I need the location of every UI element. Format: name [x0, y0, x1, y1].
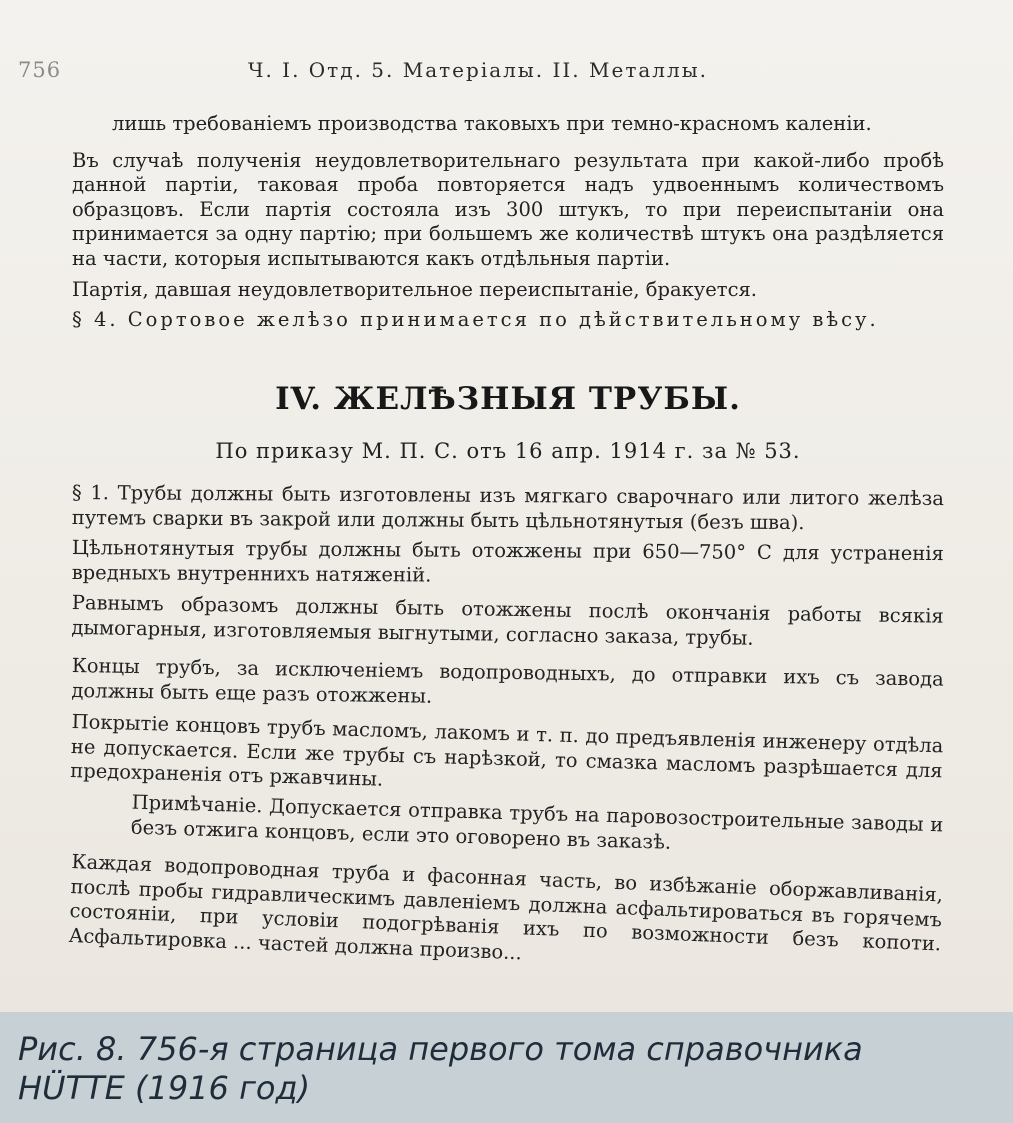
- paragraph-retest: Въ случаѣ полученія неудовлетворительнаго результата при какой-либо пробѣ данной партіи, таковая проба повторяется надъ удвоеннымъ количествомъ образцовъ. Если партія состояла изъ 300 штукъ, то при переиспытаніи она принимается за одну партію; при большемъ же количествѣ штукъ она раздѣляется на части, которыя испытываются какъ отдѣльныя партіи.: [72, 148, 944, 270]
- paragraph-pipe-ends: Концы трубъ, за исключеніемъ водопроводныхъ, до отправки ихъ съ завода должны быть еще разъ отожжены.: [71, 654, 944, 708]
- section-title: IV. ЖЕЛѢЗНЫЯ ТРУБЫ.: [275, 380, 741, 417]
- paragraph-rejection: Партія, давшая неудовлетворительное переиспытаніе, бракуется.: [72, 277, 757, 301]
- paragraph-pipes-material: § 1. Трубы должны быть изготовлены изъ мягкаго сварочнаго или литого желѣза путемъ сварки въ закрой или должны быть цѣльнотянутыя (безъ шва).: [71, 480, 944, 534]
- page-body: [68, 112, 944, 965]
- paragraph-smoke-tubes: Равнымъ образомъ должны быть отожжены послѣ окончанія работы всякія дымогарныя, изготовляемыя выгнутыми, согласно заказа, трубы.: [71, 591, 944, 650]
- section-order: По приказу М. П. С. отъ 16 апр. 1914 г. за № 53.: [215, 438, 801, 463]
- figure-caption-bar: [0, 1012, 1013, 1123]
- running-head: Ч. I. Отд. 5. Матеріалы. II. Металлы.: [248, 58, 708, 82]
- paragraph-water-pipes: Каждая водопроводная труба и фасонная часть, во избѣжаніе оборжавливанія, послѣ пробы гидравлическимъ давленіемъ должна асфальтироваться въ горячемъ состояніи, при условіи подогрѣванія ихъ по возможности безъ копоти. Асфальтировка ... частей должна произво...: [68, 850, 944, 965]
- paragraph-note: Примѣчаніе. Допускается отправка трубъ на паровозостроительные заводы и безъ отжига концовъ, если это оговорено въ заказѣ.: [130, 790, 944, 854]
- paragraph-oil-coating: Покрытіе концовъ трубъ масломъ, лакомъ и т. п. до предъявленія инженеру отдѣла не допускается. Если же трубы съ нарѣзкой, то смазка масломъ разрѣшается для предохраненія отъ ржавчины.: [69, 709, 944, 791]
- paragraph-continuation: лишь требованіемъ производства таковыхъ при темно-красномъ каленіи.: [112, 112, 872, 135]
- page-number: 756: [18, 58, 62, 82]
- paragraph-seamless-annealing: Цѣльнотянутыя трубы должны быть отожжены при 650—750° С для устраненія вредныхъ внутреннихъ натяженій.: [71, 535, 944, 587]
- figure-caption: Рис. 8. 756-я страница первого тома справочника HÜTTE (1916 год): [18, 1030, 863, 1107]
- page-header: [18, 58, 995, 88]
- paragraph-section-4: § 4. Сортовое желѣзо принимается по дѣйствительному вѣсу.: [72, 308, 879, 332]
